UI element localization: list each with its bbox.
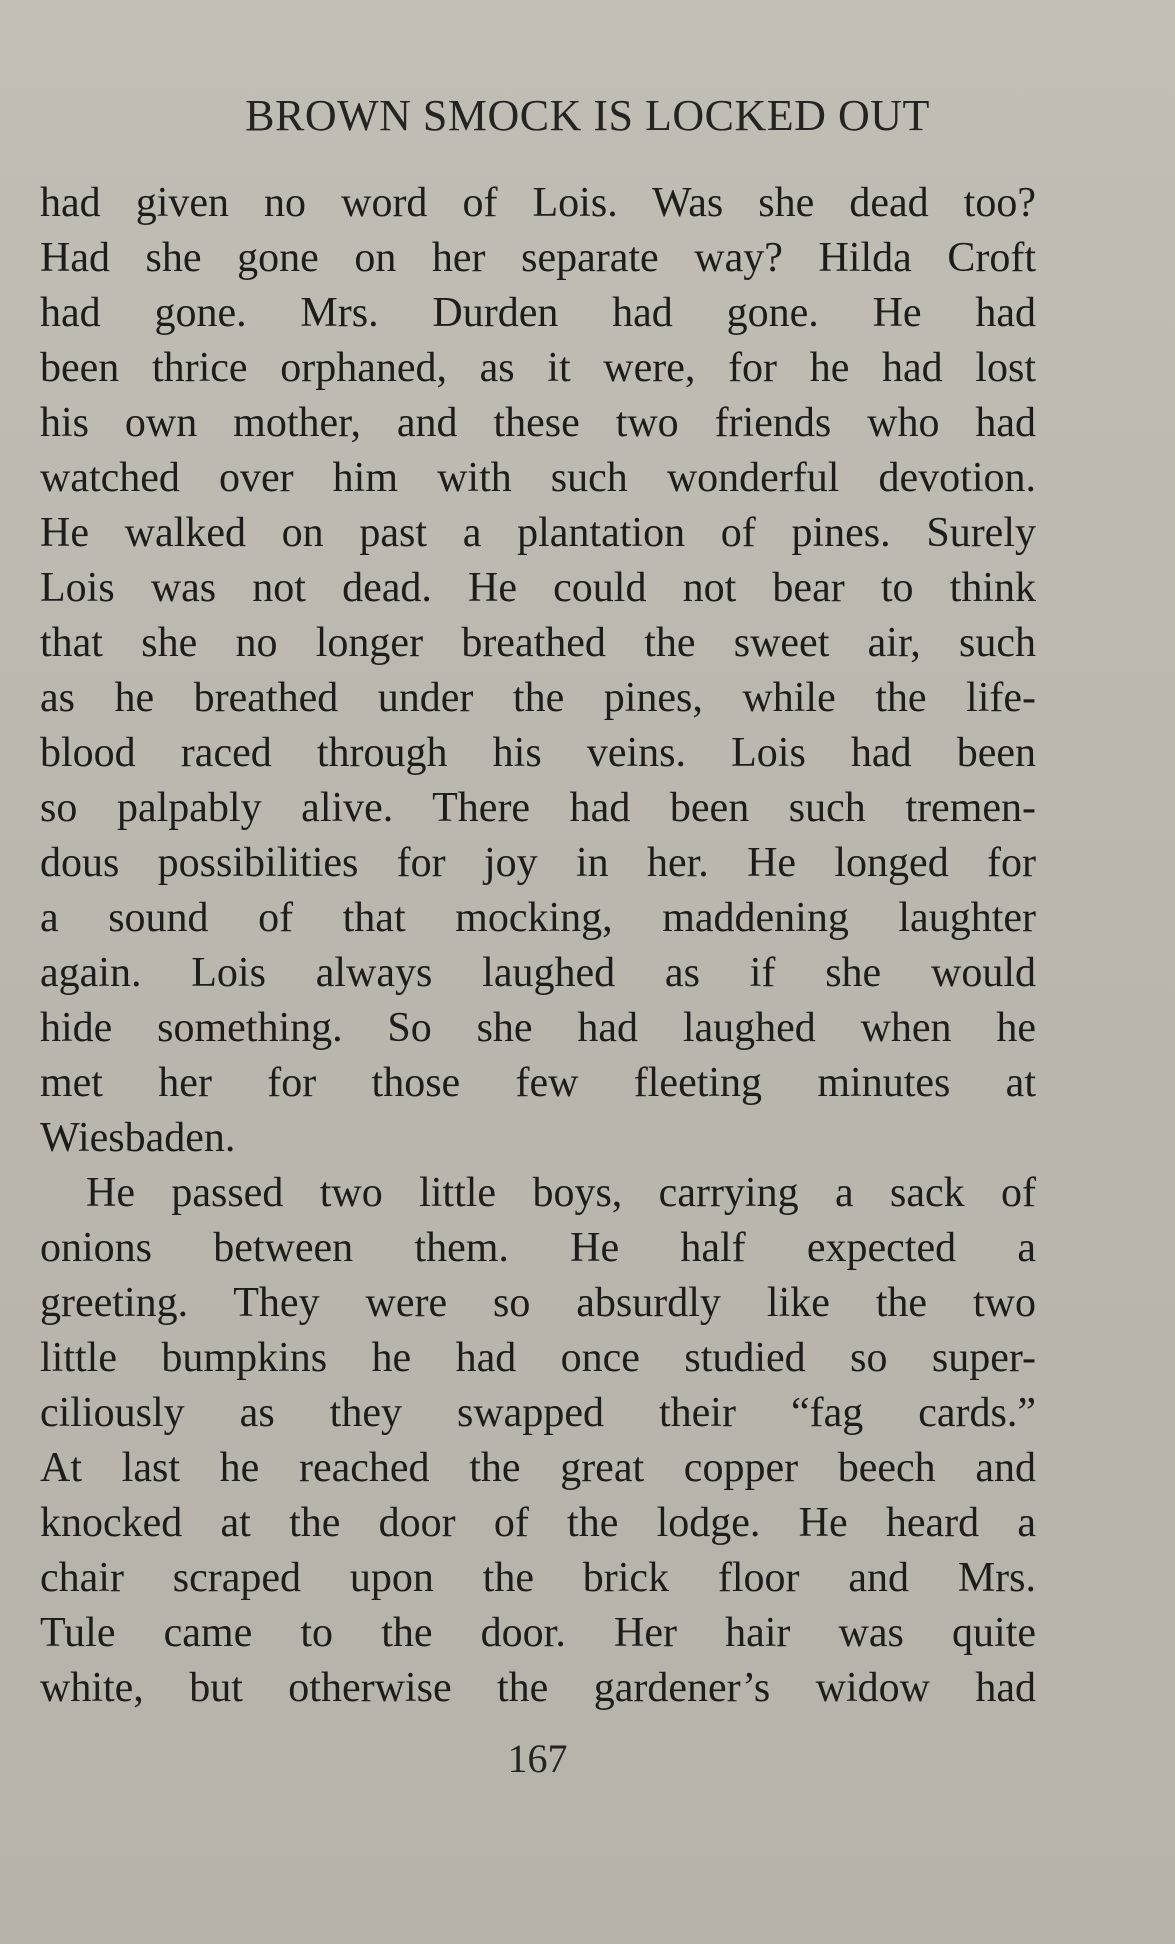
- text-line: ciliously as they swapped their “fag cards.”: [40, 1390, 1036, 1436]
- text-line: dous possibilities for joy in her. He longed for: [40, 840, 1036, 886]
- body-text: [40, 176, 1036, 1716]
- text-line: Wiesbaden.: [40, 1115, 236, 1161]
- text-line: onions between them. He half expected a: [40, 1225, 1036, 1271]
- text-line: blood raced through his veins. Lois had been: [40, 730, 1036, 776]
- text-line: his own mother, and these two friends who had: [40, 400, 1036, 446]
- text-line: a sound of that mocking, maddening laughter: [40, 895, 1036, 941]
- text-line: hide something. So she had laughed when he: [40, 1005, 1036, 1051]
- text-line: had given no word of Lois. Was she dead too?: [40, 180, 1036, 226]
- text-line: He walked on past a plantation of pines. Surely: [40, 510, 1036, 556]
- text-line: knocked at the door of the lodge. He heard a: [40, 1500, 1036, 1546]
- text-line: He passed two little boys, carrying a sack of: [86, 1170, 1036, 1216]
- text-line: as he breathed under the pines, while the life-: [40, 675, 1036, 721]
- text-line: Lois was not dead. He could not bear to think: [40, 565, 1036, 611]
- text-line: that she no longer breathed the sweet air, such: [40, 620, 1036, 666]
- text-line: little bumpkins he had once studied so super-: [40, 1335, 1036, 1381]
- text-line: chair scraped upon the brick floor and Mrs.: [40, 1555, 1036, 1601]
- text-line: greeting. They were so absurdly like the two: [40, 1280, 1036, 1326]
- text-line: met her for those few fleeting minutes at: [40, 1060, 1036, 1106]
- text-line: Tule came to the door. Her hair was quite: [40, 1610, 1036, 1656]
- text-line: white, but otherwise the gardener’s widow had: [40, 1665, 1036, 1711]
- text-line: been thrice orphaned, as it were, for he had lost: [40, 345, 1036, 391]
- page-number: 167: [507, 1736, 568, 1781]
- text-line: again. Lois always laughed as if she would: [40, 950, 1036, 996]
- paragraph-2: [40, 1166, 1036, 1716]
- text-line: so palpably alive. There had been such tremen-: [40, 785, 1036, 831]
- text-line: Had she gone on her separate way? Hilda Croft: [40, 235, 1036, 281]
- paragraph-1: [40, 176, 1036, 1166]
- text-line: watched over him with such wonderful devotion.: [40, 455, 1036, 501]
- text-line: had gone. Mrs. Durden had gone. He had: [40, 290, 1036, 336]
- text-line: At last he reached the great copper beech and: [40, 1445, 1036, 1491]
- running-head: BROWN SMOCK IS LOCKED OUT: [245, 91, 930, 140]
